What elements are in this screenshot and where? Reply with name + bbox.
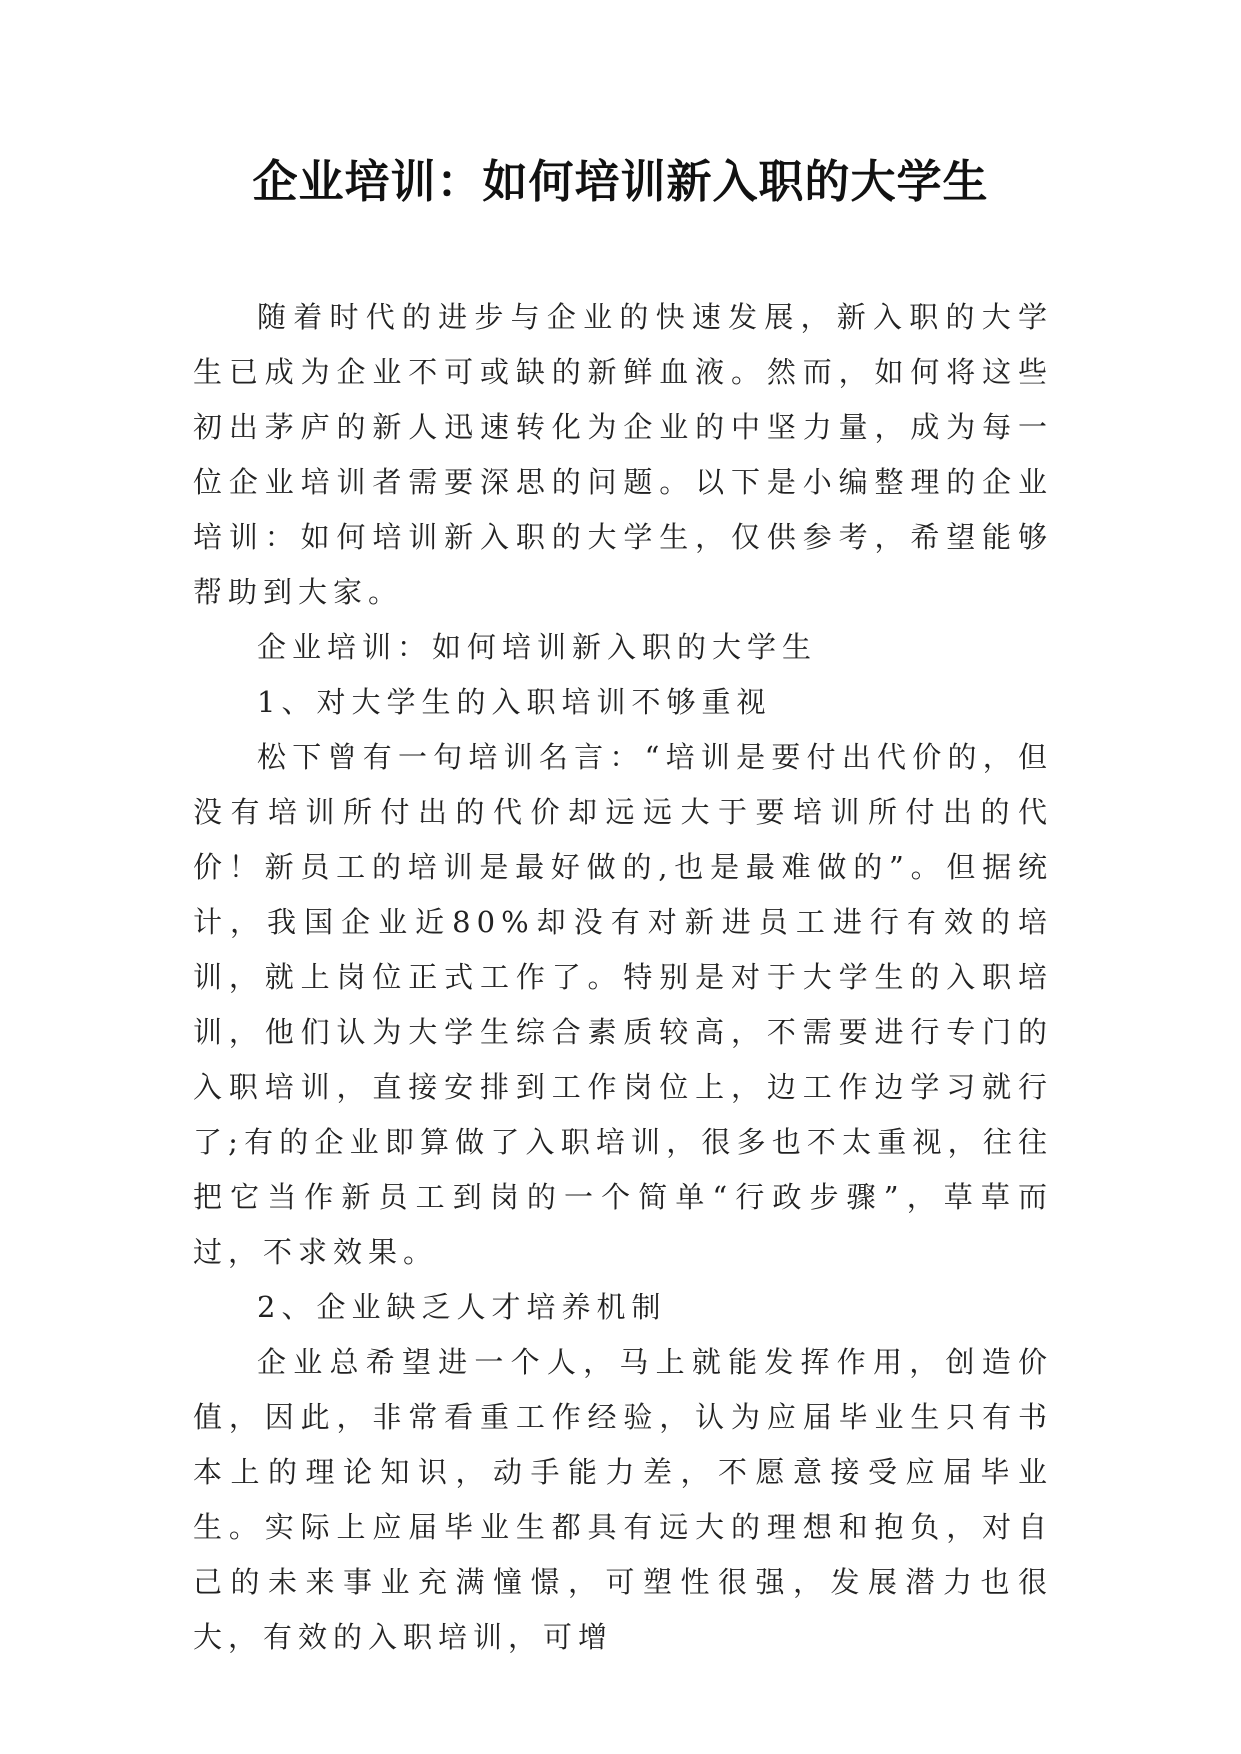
paragraph-intro: 随着时代的进步与企业的快速发展，新入职的大学生已成为企业不可或缺的新鲜血液。然而，如何将这些初出茅庐的新人迅速转化为企业的中坚力量，成为每一位企业培训者需要深思的问题。以下是小编整理的企业培训：如何培训新入职的大学生，仅供参考，希望能够帮助到大家。 bbox=[193, 300, 1053, 609]
paragraph-section-1: 松下曾有一句培训名言：“培训是要付出代价的，但没有培训所付出的代价却远远大于要培训所付出的代价！新员工的培训是最好做的,也是最难做的”。但据统计，我国企业近80%却没有对新进员工进行有效的培训，就上岗位正式工作了。特别是对于大学生的入职培训，他们认为大学生综合素质较高，不需要进行专门的入职培训，直接安排到工作岗位上，边工作边学习就行了;有的企业即算做了入职培训，很多也不太重视，往往把它当作新员工到岗的一个简单“行政步骤”，草草而过，不求效果。 bbox=[193, 740, 1053, 1269]
paragraph-subtitle: 企业培训：如何培训新入职的大学生 bbox=[257, 630, 818, 664]
section-heading-2: 2、企业缺乏人才培养机制 bbox=[257, 1290, 667, 1324]
paragraph-section-2: 企业总希望进一个人，马上就能发挥作用，创造价值，因此，非常看重工作经验，认为应届毕业生只有书本上的理论知识，动手能力差，不愿意接受应届毕业生。实际上应届毕业生都具有远大的理想和抱负，对自己的未来事业充满憧憬，可塑性很强，发展潜力也很大，有效的入职培训，可增 bbox=[193, 1345, 1053, 1654]
section-heading-1: 1、对大学生的入职培训不够重视 bbox=[257, 685, 772, 719]
document-body bbox=[193, 290, 1053, 1665]
document-title: 企业培训：如何培训新入职的大学生 bbox=[252, 155, 989, 208]
